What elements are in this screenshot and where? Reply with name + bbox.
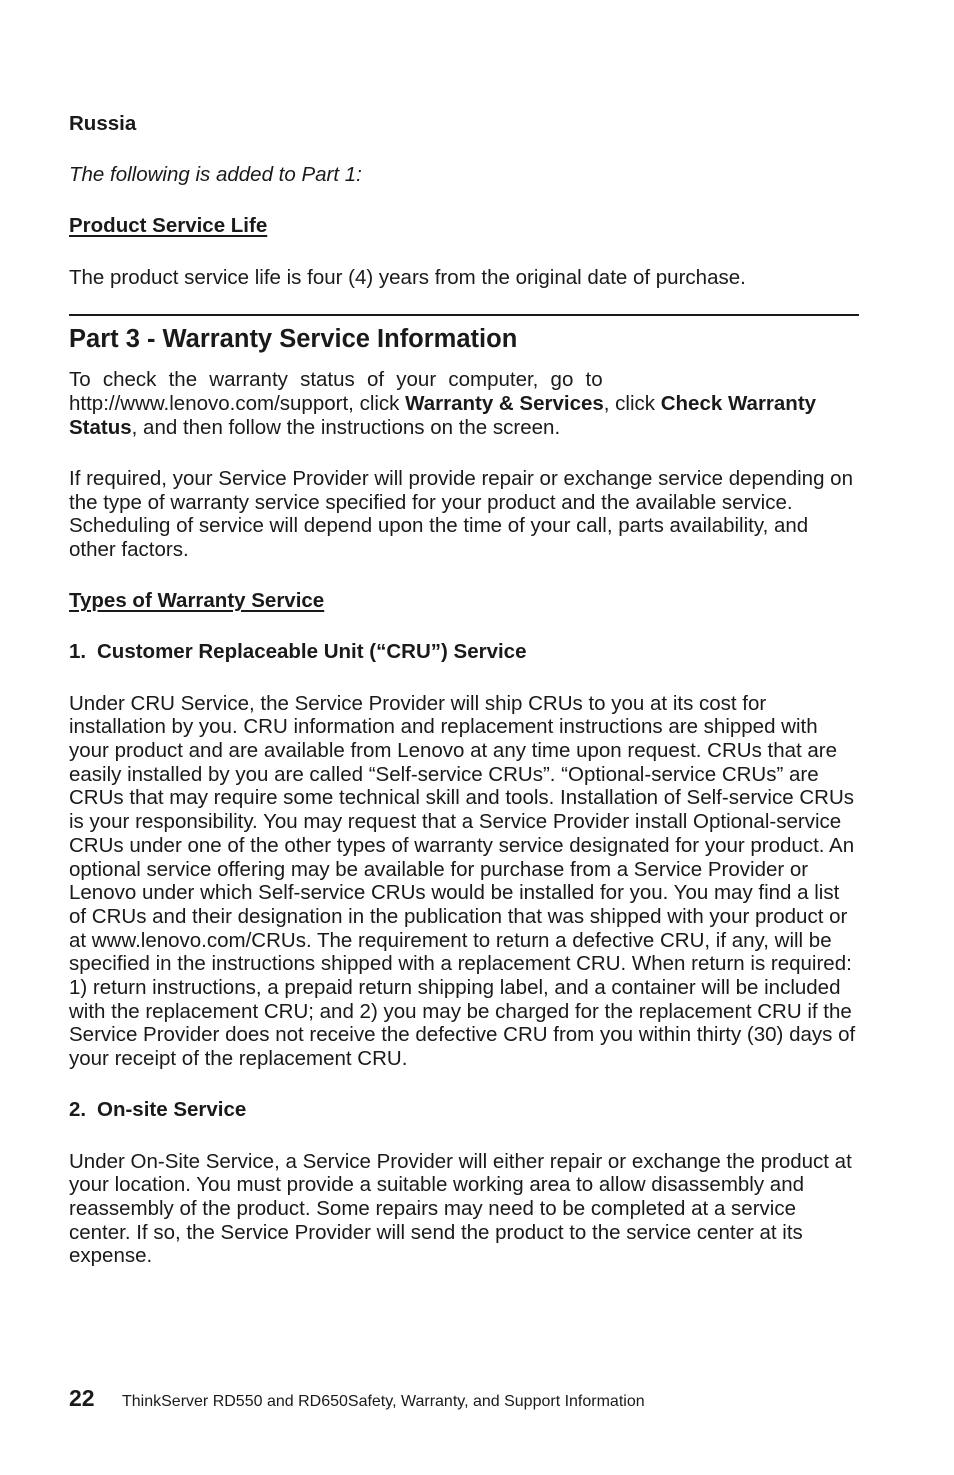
check-warranty-status-label: Check Warranty Status bbox=[69, 392, 817, 439]
page-footer bbox=[69, 1385, 859, 1412]
product-service-life-text: The product service life is four (4) years from the original date of purchase. bbox=[69, 265, 746, 289]
warranty-check-paragraph: To check the warranty status of your computer, go to http://www.lenovo.com/support, click Warranty & Services, click Check Warranty Status, and then follow the instructions on the screen. bbox=[69, 368, 817, 439]
intro-note: The following is added to Part 1: bbox=[69, 163, 362, 187]
warranty-check-line1: To check the warranty status of your computer, go to bbox=[69, 368, 603, 392]
cru-service-text: Under CRU Service, the Service Provider will ship CRUs to you at its cost for installation by you. CRU information and replacement instructions are shipped with your product and are available from Lenovo at any time upon request. CRUs that are easily installed by you are called “Self-service CRUs”. “Optional-service CRUs” are CRUs that may require some technical skill and tools. Installation of Self-service CRUs is your responsibility. You may request that a Service Provider install Optional-service CRUs under one of the other types of warranty service designated for your product. An optional service offering may be available for purchase from a Service Provider or Lenovo under which Self-service CRUs would be installed for you. You may find a list of CRUs and their designation in the publication that was shipped with your product or at www.lenovo.com/CRUs. The requirement to return a defective CRU, if any, will be specified in the instructions shipped with a replacement CRU. When return is required: 1) return instructions, a prepaid return shipping label, and a container will be included with the replacement CRU; and 2) you may be charged for the replacement CRU if the Service Provider does not receive the defective CRU from you within thirty (30) days of your receipt of the replacement CRU. bbox=[69, 691, 856, 1071]
service-provider-paragraph: If required, your Service Provider will provide repair or exchange service depending on the type of warranty service specified for your product and the available service. Scheduling of service will depend upon the time of your call, parts availability, and other factors. bbox=[69, 466, 853, 562]
document-title: ThinkServer RD550 and RD650Safety, Warranty, and Support Information bbox=[122, 1393, 645, 1410]
types-of-warranty-heading: Types of Warranty Service bbox=[69, 589, 325, 613]
country-heading: Russia bbox=[69, 112, 137, 135]
onsite-service-text: Under On-Site Service, a Service Provider will either repair or exchange the product at your location. You must provide a suitable working area to allow disassembly and reassembly of the product. Some repairs may need to be completed at a service center. If so, the Service Provider will send the product to the service center at its expense. bbox=[69, 1149, 852, 1268]
page-number: 22 bbox=[69, 1385, 95, 1411]
section-divider bbox=[69, 314, 859, 316]
part3-title: Part 3 - Warranty Service Information bbox=[69, 325, 518, 354]
product-service-life-heading: Product Service Life bbox=[69, 214, 268, 238]
support-url[interactable]: http://www.lenovo.com/support bbox=[69, 392, 349, 416]
warranty-services-label: Warranty & Services bbox=[405, 392, 604, 416]
page-body bbox=[69, 112, 859, 1268]
onsite-service-heading: 2. On-site Service bbox=[69, 1098, 247, 1122]
cru-service-heading: 1. Customer Replaceable Unit (“CRU”) Service bbox=[69, 640, 527, 664]
